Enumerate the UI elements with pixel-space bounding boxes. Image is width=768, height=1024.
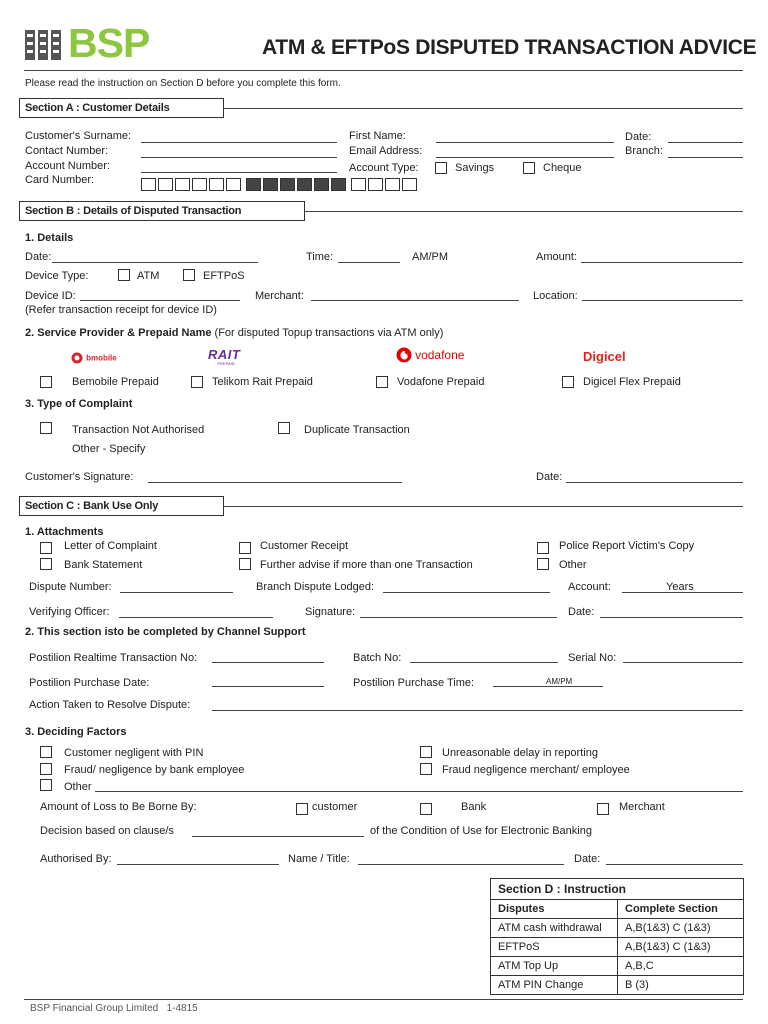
auth-date-field[interactable] [606,864,743,865]
customer-signature-field[interactable] [148,482,402,483]
instruction-header-row [491,900,744,919]
vodafone-label: Vodafone Prepaid [397,376,485,388]
card-digit[interactable] [192,178,207,191]
card-digit[interactable] [175,178,190,191]
customer-loss-label: customer [312,801,358,813]
bank-loss-checkbox[interactable] [420,803,432,815]
first-name-field[interactable] [436,142,614,143]
police-label: Police Report Victim's Copy [559,540,695,552]
loss-borne-label: Amount of Loss to Be Borne By: [40,801,197,813]
section-c-heading: Section C : Bank Use Only [19,496,224,516]
location-label: Location: [533,290,578,302]
bank-loss-label: Bank [461,801,487,813]
instruction-note: Please read the instruction on Section D before you complete this form. [25,78,341,89]
eftpos-label: EFTPoS [203,270,245,282]
email-label: Email Address: [349,145,423,157]
c-date-field[interactable] [600,617,743,618]
account-type-label: Account Type: [349,162,419,174]
verifying-field[interactable] [119,617,273,618]
duplicate-label: Duplicate Transaction [304,424,410,436]
batch-field[interactable] [410,662,558,663]
complaint-heading: 3. Type of Complaint [25,398,133,410]
dispute-cell: EFTPoS [491,938,618,957]
bsp-logo-text: BSP [68,20,150,66]
bemobile-checkbox[interactable] [40,376,52,388]
other-attachment-checkbox[interactable] [537,558,549,570]
section-cell: A,B(1&3) C (1&3) [618,938,744,957]
card-digit[interactable] [209,178,224,191]
receipt-checkbox[interactable] [239,542,251,554]
merchant-loss-label: Merchant [619,801,665,813]
first-name-label: First Name: [349,130,406,142]
batch-label: Batch No: [353,652,402,664]
vodafone-checkbox[interactable] [376,376,388,388]
bank-employee-label: Fraud/ negligence by bank employee [64,764,245,776]
letter-label: Letter of Complaint [64,540,157,552]
merchant-label: Merchant: [255,290,304,302]
provider-heading: 2. Service Provider & Prepaid Name [25,327,212,339]
auth-date-label: Date: [574,853,601,865]
bmobile-logo-text: bmobile [86,353,117,363]
device-id-field[interactable] [80,300,240,301]
purchase-date-label: Postilion Purchase Date: [29,677,150,689]
years-label: Years [666,581,694,593]
device-id-label: Device ID: [25,290,76,302]
negligent-pin-checkbox[interactable] [40,746,52,758]
card-number-label: Card Number: [25,174,95,186]
card-digit[interactable] [141,178,156,191]
bmobile-logo [71,352,117,364]
not-authorised-label: Transaction Not Authorised [72,424,205,436]
negligent-pin-label: Customer negligent with PIN [64,747,204,759]
surname-label: Customer's Surname: [25,130,132,142]
account-label: Account: [568,581,611,593]
statement-label: Bank Statement [64,559,143,571]
section-b-heading: Section B : Details of Disputed Transaction [19,201,305,221]
condition-label: of the Condition of Use for Electronic Banking [370,825,592,837]
table-row [491,919,744,938]
time-field[interactable] [338,262,400,263]
digicel-logo: Digicel [583,349,626,364]
section-cell: A,B,C [618,957,744,976]
decision-label: Decision based on clause/s [40,825,174,837]
rait-logo-text: RAIT [208,347,241,362]
realtime-label: Postilion Realtime Transaction No: [29,652,198,664]
cheque-checkbox[interactable] [523,162,535,174]
card-digit-masked [246,178,261,191]
authorised-label: Authorised By: [40,853,112,865]
action-label: Action Taken to Resolve Dispute: [29,699,191,711]
card-digit[interactable] [351,178,366,191]
location-field[interactable] [582,300,743,301]
instruction-title-row [491,879,744,900]
amount-label: Amount: [536,251,577,263]
merchant-employee-checkbox[interactable] [420,763,432,775]
card-digit-masked [331,178,346,191]
card-digit[interactable] [402,178,417,191]
other-factor-field[interactable] [95,791,743,792]
atm-checkbox[interactable] [118,269,130,281]
dispute-cell: ATM cash withdrawal [491,919,618,938]
purchase-ampm: AM/PM [546,677,573,686]
section-cell: A,B(1&3) C (1&3) [618,919,744,938]
contact-label: Contact Number: [25,145,109,157]
receipt-label: Customer Receipt [260,540,349,552]
card-digit-masked [263,178,278,191]
other-specify-label: Other - Specify [72,443,146,455]
footer-code: 1-4815 [166,1003,198,1014]
savings-checkbox[interactable] [435,162,447,174]
telikom-label: Telikom Rait Prepaid [212,376,313,388]
verifying-label: Verifying Officer: [29,606,110,618]
statement-checkbox[interactable] [40,558,52,570]
form-title: ATM & EFTPoS DISPUTED TRANSACTION ADVICE [262,36,757,59]
branch-lodged-field[interactable] [383,592,550,593]
footer-text [30,1003,198,1014]
c-signature-field[interactable] [360,617,557,618]
police-checkbox[interactable] [537,542,549,554]
customer-loss-checkbox[interactable] [296,803,308,815]
provider-heading-row [25,327,443,339]
section-d-title: Section D : Instruction [491,879,744,900]
vodafone-logo [396,347,464,365]
bemobile-label: Bemobile Prepaid [72,376,159,388]
purchase-time-field[interactable] [493,686,603,687]
name-title-field[interactable] [358,864,564,865]
serial-field[interactable] [623,662,743,663]
other-factor-label: Other [64,781,92,793]
attachments-heading: 1. Attachments [25,526,104,538]
realtime-field[interactable] [212,662,324,663]
decision-field[interactable] [192,836,364,837]
purchase-time-label: Postilion Purchase Time: [353,677,475,689]
date-label: Date: [625,131,652,143]
sig-date-label: Date: [536,471,563,483]
card-digit[interactable] [368,178,383,191]
dispute-cell: ATM PIN Change [491,976,618,995]
channel-heading: 2. This section isto be completed by Channel Support [25,626,306,638]
eftpos-checkbox[interactable] [183,269,195,281]
delay-checkbox[interactable] [420,746,432,758]
merchant-field[interactable] [311,300,519,301]
section-cell: B (3) [618,976,744,995]
time-label: Time: [306,251,334,263]
b-date-field[interactable] [52,262,258,263]
footer-divider [24,999,743,1000]
time-ampm: AM/PM [412,251,449,263]
footer-company: BSP Financial Group Limited [30,1003,159,1014]
duplicate-checkbox[interactable] [278,422,290,434]
header-divider [24,70,743,71]
card-digit-masked [280,178,295,191]
contact-field[interactable] [141,157,337,158]
serial-label: Serial No: [568,652,617,664]
card-digit-masked [297,178,312,191]
amount-field[interactable] [581,262,743,263]
instruction-table [490,878,744,995]
cheque-label: Cheque [543,162,582,174]
table-row [491,976,744,995]
card-digit[interactable] [226,178,241,191]
account-number-label: Account Number: [25,160,110,172]
card-digit[interactable] [385,178,400,191]
vodafone-logo-icon [396,347,412,363]
vodafone-logo-text: vodafone [415,348,465,362]
rait-logo [208,349,248,367]
device-type-label: Device Type: [25,270,89,282]
dispute-cell: ATM Top Up [491,957,618,976]
authorised-field[interactable] [117,864,279,865]
merchant-employee-label: Fraud negligence merchant/ employee [442,764,630,776]
bsp-logo [24,20,156,66]
customer-signature-label: Customer's Signature: [25,471,134,483]
surname-field[interactable] [141,142,337,143]
provider-note: (For disputed Topup transactions via ATM only) [214,327,444,339]
letter-checkbox[interactable] [40,542,52,554]
digicel-checkbox[interactable] [562,376,574,388]
other-factor-checkbox[interactable] [40,779,52,791]
telikom-checkbox[interactable] [191,376,203,388]
bsp-logo-mark-icon [24,26,64,64]
action-field[interactable] [212,710,743,711]
further-label: Further advise if more than one Transaction [260,559,473,571]
complete-section-header: Complete Section [618,900,744,919]
section-a-heading: Section A : Customer Details [19,98,224,118]
deciding-heading: 3. Deciding Factors [25,726,127,738]
branch-field[interactable] [668,157,743,158]
account-number-field[interactable] [141,172,337,173]
not-authorised-checkbox[interactable] [40,422,52,434]
card-digit-masked [314,178,329,191]
further-checkbox[interactable] [239,558,251,570]
c-date-label: Date: [568,606,595,618]
c-signature-label: Signature: [305,606,356,618]
disputes-header: Disputes [491,900,618,919]
bank-employee-checkbox[interactable] [40,763,52,775]
email-field[interactable] [436,157,614,158]
dispute-number-label: Dispute Number: [29,581,112,593]
other-attachment-label: Other [559,559,587,571]
bmobile-logo-icon [71,352,83,364]
rait-logo-sub: PREPAID [217,361,235,366]
savings-label: Savings [455,162,495,174]
b-date-label: Date: [25,251,52,263]
sig-date-field[interactable] [566,482,743,483]
date-field[interactable] [668,142,743,143]
branch-label: Branch: [625,145,663,157]
digicel-label: Digicel Flex Prepaid [583,376,681,388]
purchase-date-field[interactable] [212,686,324,687]
table-row [491,938,744,957]
dispute-number-field[interactable] [120,592,233,593]
delay-label: Unreasonable delay in reporting [442,747,598,759]
details-heading: 1. Details [25,232,74,244]
name-title-label: Name / Title: [288,853,350,865]
table-row [491,957,744,976]
receipt-note: (Refer transaction receipt for device ID) [25,304,217,316]
card-digit[interactable] [158,178,173,191]
merchant-loss-checkbox[interactable] [597,803,609,815]
atm-label: ATM [137,270,160,282]
branch-lodged-label: Branch Dispute Lodged: [256,581,375,593]
